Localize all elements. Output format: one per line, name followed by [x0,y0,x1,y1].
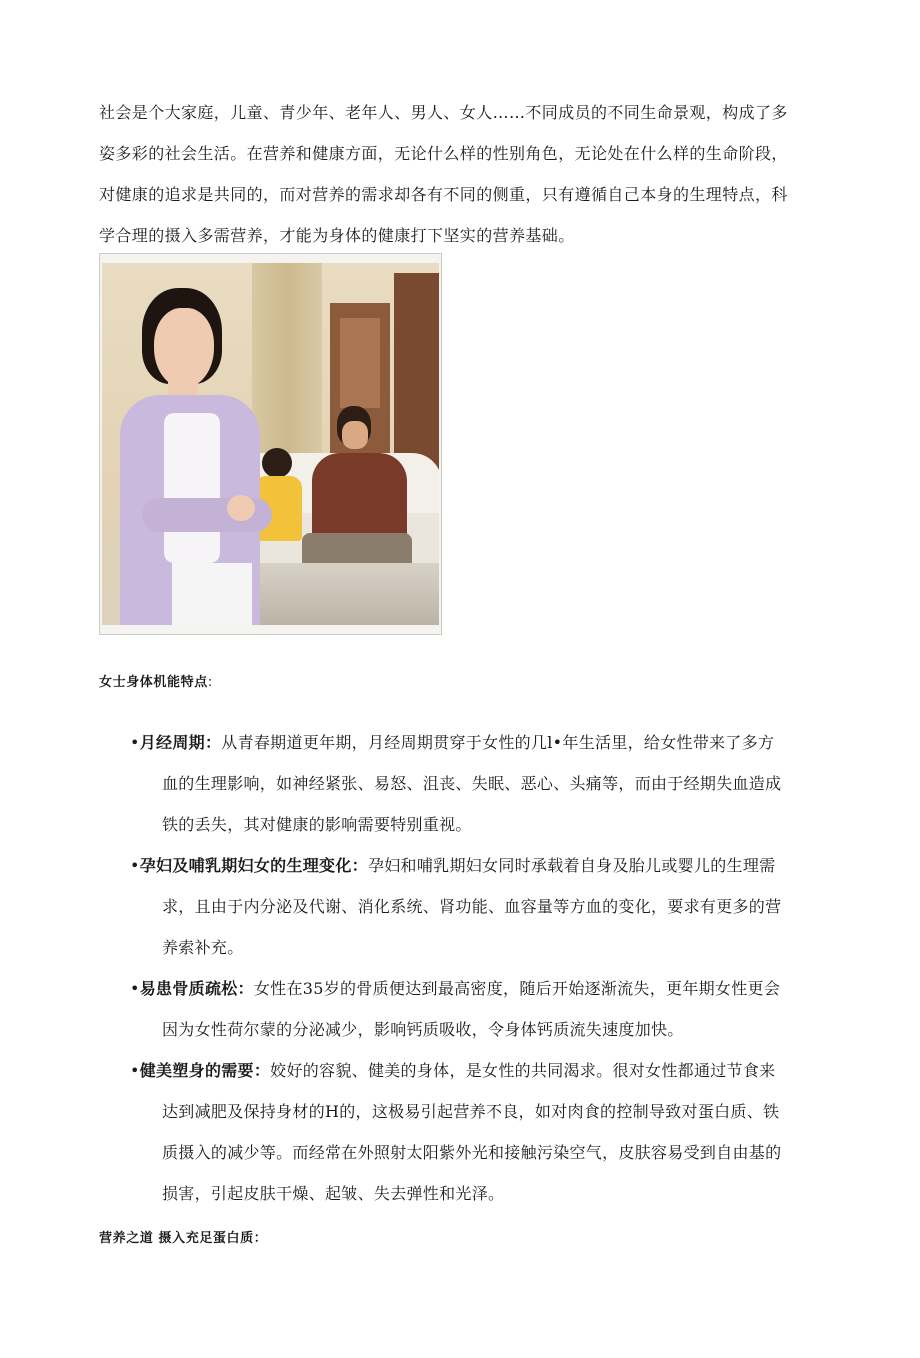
family-photo [99,253,442,635]
intro-paragraph: 社会是个大家庭，儿童、青少年、老年人、男人、女人……不同成员的不同生命景观，构成了多姿多彩的社会生活。在营养和健康方面，无论什么样的性别角色，无论处在什么样的生命阶段，对健康的追求是共同的，而对营养的需求却各有不同的侧重，只有遵循自己本身的生理特点，科学合理的摄入多需营养，才能为身体的健康打下坚实的营养基础。 [99,103,788,245]
section-heading-physiology-text: 女士身体机能特点 [99,675,208,690]
list-item-text: 姣好的容貌、健美的身体，是女性的共同渴求。很对女性都通过节食来达到减肥及保持身材的H的，这极易引起营养不良，如对肉食的控制导致对蛋白质、铁质摄入的减少等。而经常在外照射太阳紫外光和接触污染空气，皮肤容易受到自由基的损害，引起皮肤干燥、起皱、失去弹性和光泽。 [162,1061,782,1203]
list-item [130,968,790,1050]
list-item [130,722,790,845]
physiology-list [130,722,790,1214]
bullet-marker: • [130,979,140,998]
list-item-term: 月经周期： [139,733,222,752]
bullet-marker: • [130,1061,140,1080]
list-item-term: 健美塑身的需要： [139,1061,271,1080]
list-item-text: 从青春期道更年期，月经周期贯穿于女性的几l•年生活里，给女性带来了多方血的生理影响，如神经紧张、易怒、沮丧、失眠、恶心、头痛等，而由于经期失血造成铁的丢失，其对健康的影响需要特别重视。 [162,733,782,834]
section-heading-nutrition-text: 营养之道 摄入充足蛋白质 [99,1231,254,1246]
section-heading-nutrition-suffix: ： [253,1231,268,1246]
list-item-text: 孕妇和哺乳期妇女同时承载着自身及胎儿或婴儿的生理需求，且由于内分泌及代谢、消化系统、肾功能、血容量等方血的变化，要求有更多的营养索补充。 [162,856,782,957]
bullet-marker: • [130,856,140,875]
section-heading-physiology-suffix: : [207,675,213,690]
bullet-marker: • [130,733,140,752]
list-item [130,845,790,968]
list-item-text: 女性在35岁的骨质便达到最高密度，随后开始逐渐流失，更年期女性更会因为女性荷尔蒙的分泌减少，影响钙质吸收，令身体钙质流失速度加快。 [162,979,781,1039]
list-item-term: 孕妇及哺乳期妇女的生理变化： [139,856,368,875]
section-heading-nutrition [99,1227,267,1246]
list-item [130,1050,790,1214]
list-item-term: 易患骨质疏松： [139,979,254,998]
section-heading-physiology [99,671,213,690]
